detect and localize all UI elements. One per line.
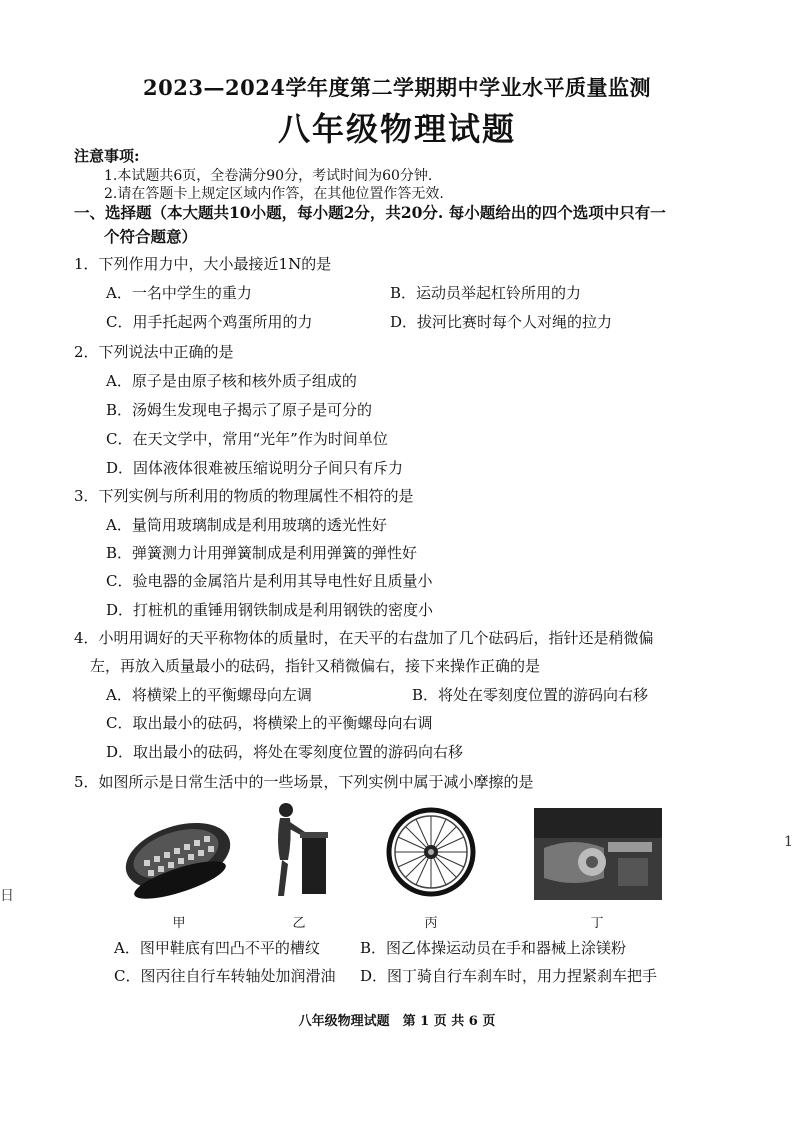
- option-a: A．将横梁上的平衡螺母向左调: [106, 686, 312, 704]
- right-edge-mark: 1: [784, 834, 793, 850]
- question-stem-cont: 左，再放入质量最小的砝码，指针又稍微偏右，接下来操作正确的是: [90, 657, 541, 675]
- note-item: 2.请在答题卡上规定区域内作答，在其他位置作答无效.: [104, 186, 444, 202]
- option-d: D．固体液体很难被压缩说明分子间只有斥力: [106, 459, 404, 477]
- question-stem: 2．下列说法中正确的是: [74, 343, 234, 361]
- option-c: C．验电器的金属箔片是利用其导电性好且质量小: [106, 572, 433, 590]
- option-c: C．用手托起两个鸡蛋所用的力: [106, 313, 313, 331]
- figure-caption: 乙: [292, 916, 306, 931]
- figure-caption: 丁: [590, 916, 604, 931]
- option-d: D．拔河比赛时每个人对绳的拉力: [390, 313, 613, 331]
- option-b: B．汤姆生发现电子揭示了原子是可分的: [106, 401, 373, 419]
- question-stem: 4．小明用调好的天平称物体的质量时，在天平的右盘加了几个砝码后，指针还是稍微偏: [74, 629, 654, 647]
- option-c: C．图丙往自行车转轴处加润滑油: [114, 967, 336, 985]
- option-a: A．一名中学生的重力: [106, 284, 252, 302]
- option-c: C．在天文学中，常用“光年”作为时间单位: [106, 430, 388, 448]
- question-stem: 3．下列实例与所利用的物质的物理属性不相符的是: [74, 487, 414, 505]
- option-a: A．原子是由原子核和核外质子组成的: [106, 372, 357, 390]
- option-b: B．图乙体操运动员在手和器械上涂镁粉: [360, 939, 627, 957]
- exam-title: 八年级物理试题: [277, 110, 516, 148]
- option-b: B．运动员举起杠铃所用的力: [390, 284, 582, 302]
- option-d: D．取出最小的砝码，将处在零刻度位置的游码向右移: [106, 743, 464, 761]
- figure-caption: 丙: [424, 916, 438, 931]
- bicycle-brake-image: [534, 808, 662, 900]
- gymnast-image: [262, 800, 332, 900]
- exam-title-line1: 2023—2024学年度第二学期期中学业水平质量监测: [143, 75, 651, 100]
- page-footer: 八年级物理试题 第 1 页 共 6 页: [298, 1014, 496, 1029]
- note-item: 1.本试题共6页，全卷满分90分，考试时间为60分钟.: [104, 168, 433, 184]
- shoe-sole-image: [118, 808, 238, 900]
- left-edge-mark: 日: [0, 888, 14, 904]
- option-b: B．弹簧测力计用弹簧制成是利用弹簧的弹性好: [106, 544, 418, 562]
- option-d: D．打桩机的重锤用钢铁制成是利用钢铁的密度小: [106, 601, 434, 619]
- option-a: A．图甲鞋底有凹凸不平的槽纹: [114, 939, 320, 957]
- section-heading-cont: 个符合题意）: [104, 227, 198, 246]
- question-stem: 5．如图所示是日常生活中的一些场景，下列实例中属于减小摩擦的是: [74, 773, 534, 791]
- option-b: B．将处在零刻度位置的游码向右移: [412, 686, 649, 704]
- question-stem: 1．下列作用力中，大小最接近1N的是: [74, 255, 332, 273]
- option-a: A．量筒用玻璃制成是利用玻璃的透光性好: [106, 516, 387, 534]
- figure-caption: 甲: [172, 916, 186, 931]
- notes-heading: 注意事项:: [74, 147, 140, 165]
- option-d: D．图丁骑自行车刹车时，用力捏紧刹车把手: [360, 967, 658, 985]
- option-c: C．取出最小的砝码，将横梁上的平衡螺母向右调: [106, 714, 433, 732]
- section-heading: 一、选择题（本大题共10小题，每小题2分，共20分. 每小题给出的四个选项中只有一: [74, 203, 666, 222]
- bicycle-wheel-image: [386, 804, 476, 900]
